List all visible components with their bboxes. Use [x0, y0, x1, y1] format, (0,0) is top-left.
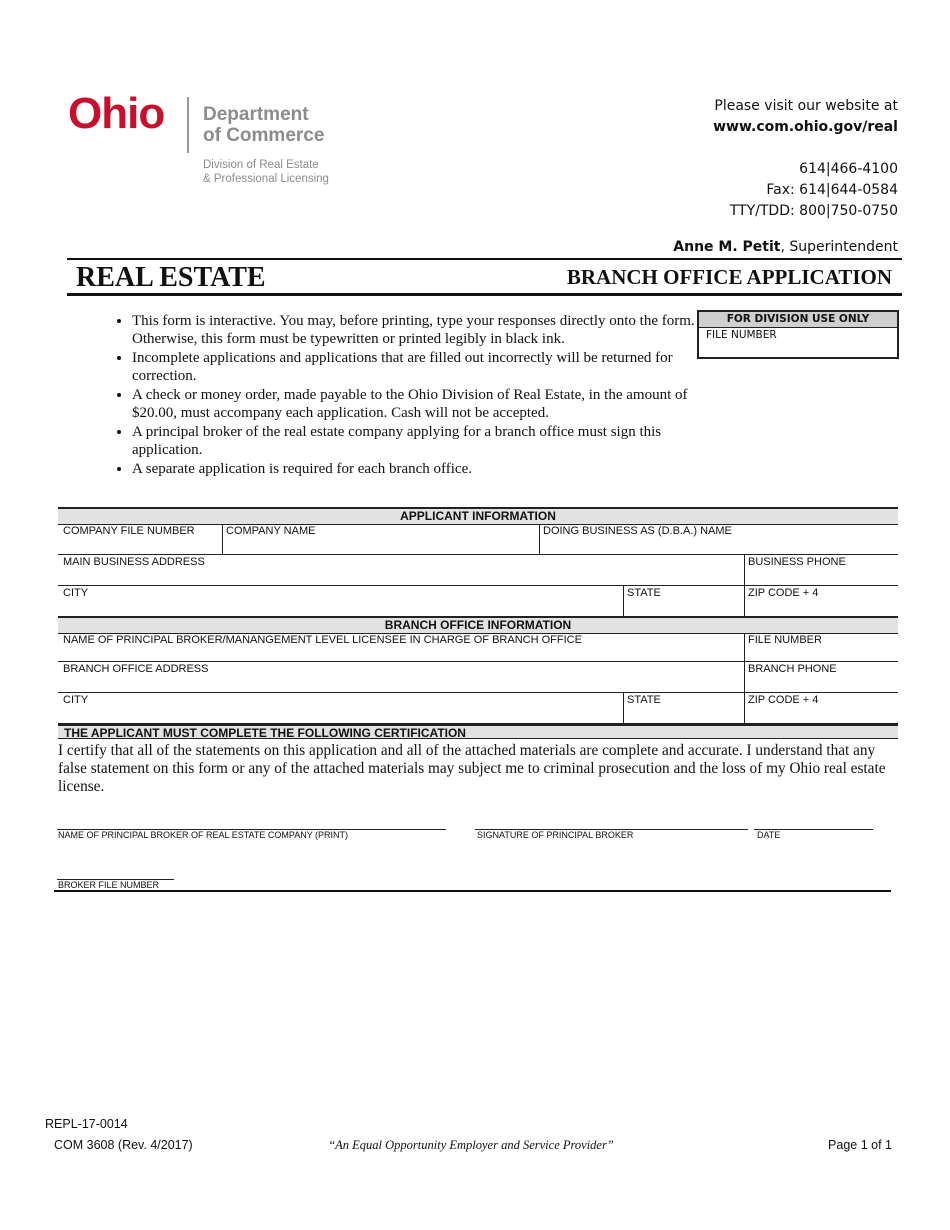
branch-city-field[interactable]: CITY	[58, 693, 623, 724]
logo-divider	[187, 97, 189, 153]
dba-name-field[interactable]: DOING BUSINESS AS (D.B.A.) NAME	[539, 524, 898, 555]
superintendent-title: , Superintendent	[780, 239, 898, 255]
branch-phone-field[interactable]: BRANCH PHONE	[744, 662, 898, 693]
branch-zip-field[interactable]: ZIP CODE + 4	[744, 693, 898, 724]
certification-heading: THE APPLICANT MUST COMPLETE THE FOLLOWING CERTIFICATION	[58, 724, 898, 739]
applicant-zip-field[interactable]: ZIP CODE + 4	[744, 586, 898, 617]
footer-motto: “An Equal Opportunity Employer and Service Provider”	[328, 1138, 614, 1152]
phone-number: 614|466-4100	[799, 161, 898, 177]
division-use-header: FOR DIVISION USE ONLY	[699, 312, 897, 328]
broker-file-number-label: BROKER FILE NUMBER	[58, 880, 160, 890]
tty-number: TTY/TDD: 800|750-0750	[729, 203, 898, 219]
division-line-2: & Professional Licensing	[203, 173, 329, 185]
dept-line-2: of Commerce	[203, 125, 325, 146]
instruction-item: • Incomplete applications and applications that are filled out incorrectly will be returned for correction.	[132, 349, 722, 385]
business-phone-field[interactable]: BUSINESS PHONE	[744, 555, 898, 586]
superintendent-name: Anne M. Petit	[673, 239, 781, 255]
signature-label: SIGNATURE OF PRINCIPAL BROKER	[477, 830, 634, 840]
applicant-section	[58, 507, 898, 617]
instruction-item: • A separate application is required for each branch office.	[132, 460, 722, 478]
company-file-number-field[interactable]: COMPANY FILE NUMBER	[58, 524, 222, 555]
main-address-field[interactable]: MAIN BUSINESS ADDRESS	[58, 555, 744, 586]
form-bottom-rule	[54, 890, 891, 892]
visit-text: Please visit our website at	[714, 98, 898, 114]
form-title: BRANCH OFFICE APPLICATION	[566, 265, 892, 289]
applicant-state-field[interactable]: STATE	[623, 586, 744, 617]
branch-state-field[interactable]: STATE	[623, 693, 744, 724]
instructions-list	[100, 312, 722, 479]
branch-address-field[interactable]: BRANCH OFFICE ADDRESS	[58, 662, 744, 693]
dept-line-1: Department	[203, 104, 309, 125]
division-line-1: Division of Real Estate	[203, 159, 319, 171]
instruction-item: • A check or money order, made payable to the Ohio Division of Real Estate, in the amount of $20.00, must accompany each application. Cash will not be accepted.	[132, 386, 722, 422]
com-number: COM 3608 (Rev. 4/2017)	[54, 1138, 193, 1152]
branch-file-number-field[interactable]: FILE NUMBER	[744, 633, 898, 662]
principal-broker-field[interactable]: NAME OF PRINCIPAL BROKER/MANANGEMENT LEVEL LICENSEE IN CHARGE OF BRANCH OFFICE	[58, 633, 744, 662]
department-name	[203, 104, 324, 146]
title-top-rule	[67, 258, 902, 260]
title-bottom-rule	[67, 293, 902, 296]
page-title: REAL ESTATE	[76, 262, 266, 293]
date-label: DATE	[757, 830, 781, 840]
website-link[interactable]: www.com.ohio.gov/real	[713, 119, 898, 135]
certification-section	[58, 724, 898, 741]
division-use-box	[697, 310, 899, 359]
division-name	[203, 158, 329, 186]
instruction-item: • This form is interactive. You may, before printing, type your responses directly onto the form. Otherwise, this form must be typewritten or printed legibly in black ink.	[132, 312, 722, 348]
company-name-field[interactable]: COMPANY NAME	[222, 524, 539, 555]
branch-section	[58, 616, 898, 726]
instruction-item: • A principal broker of the real estate company applying for a branch office must sign this application.	[132, 423, 722, 459]
footer-motto-wrap	[0, 1138, 950, 1153]
division-file-number-field[interactable]: FILE NUMBER	[706, 329, 777, 341]
ohio-logo: Ohio	[68, 89, 165, 138]
applicant-city-field[interactable]: CITY	[58, 586, 623, 617]
form-id: REPL-17-0014	[45, 1117, 128, 1131]
fax-number: Fax: 614|644-0584	[766, 182, 898, 198]
certification-text: I certify that all of the statements on this application and all of the attached materials are complete and accurate. I understand that any false statement on this form or any of the attached materials may subject me to criminal prosecution and the loss of my Ohio real estate license.	[58, 742, 886, 795]
page-number: Page 1 of 1	[828, 1138, 892, 1152]
branch-heading: BRANCH OFFICE INFORMATION	[58, 616, 898, 634]
broker-name-label: NAME OF PRINCIPAL BROKER OF REAL ESTATE COMPANY (PRINT)	[58, 830, 349, 840]
applicant-heading: APPLICANT INFORMATION	[58, 507, 898, 525]
superintendent	[673, 239, 898, 255]
